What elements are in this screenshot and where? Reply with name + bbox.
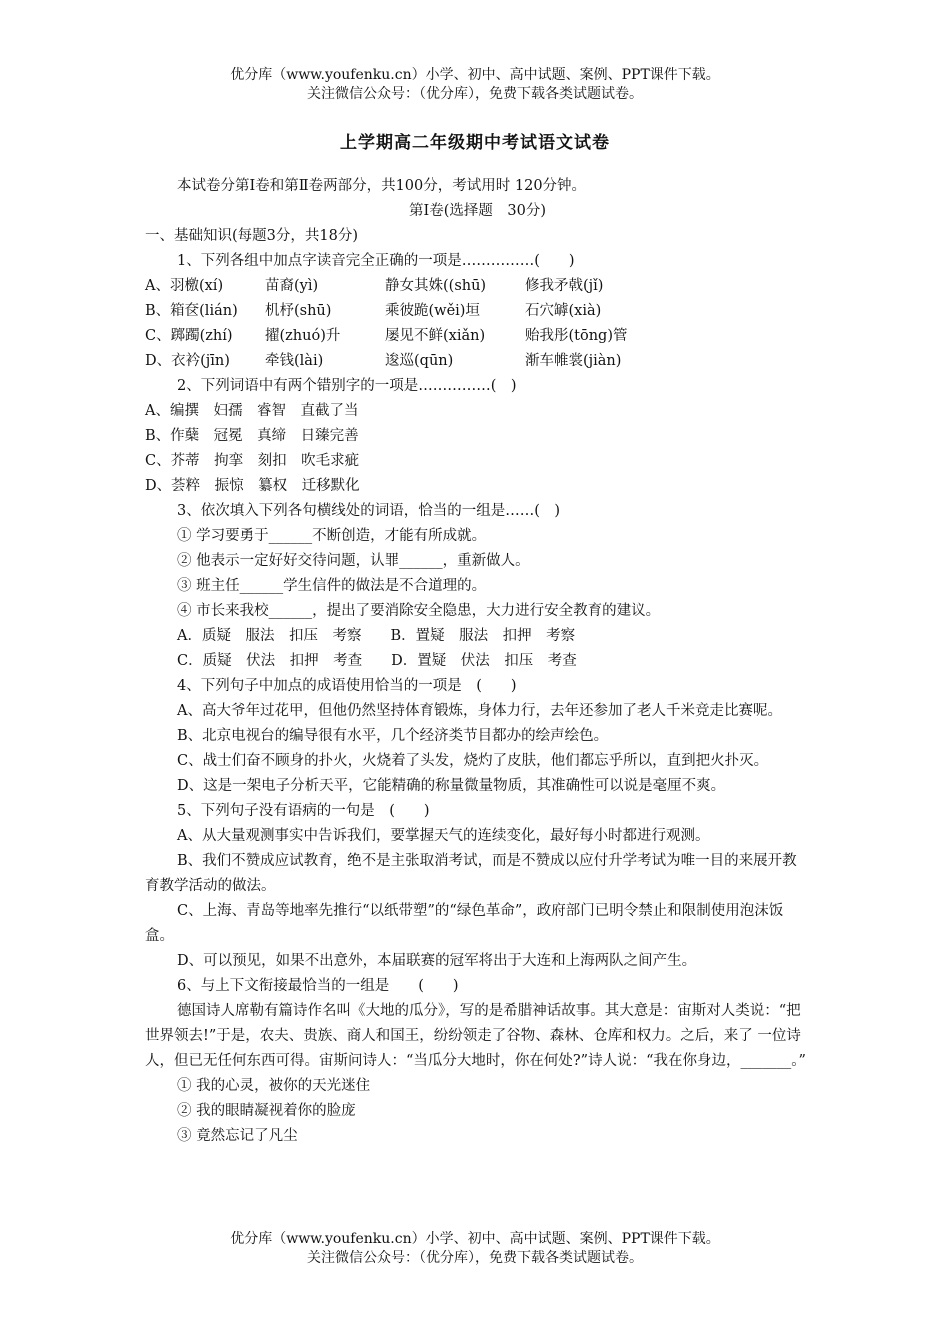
q5-option-a: A、从大量观测事实中告诉我们，要掌握天气的连续变化，最好每小时都进行观测。	[177, 828, 710, 844]
q1-b-1: B、箱奁(lián)	[145, 303, 238, 319]
q4-option-b: B、北京电视台的编导很有水平，几个经济类节目都办的绘声绘色。	[177, 728, 609, 744]
q2-option-a: A、编撰 妇孺 睿智 直截了当	[145, 403, 359, 419]
q1-option-d	[145, 349, 810, 374]
q4-option-d: D、这是一架电子分析天平，它能精确的称量微量物质，其准确性可以说是毫厘不爽。	[177, 778, 726, 794]
q3-options-cd: C．质疑 伏法 扣押 考查 D．置疑 伏法 扣压 考查	[177, 653, 577, 669]
q3-sentence-2: ② 他表示一定好好交待问题，认罪______，重新做人。	[177, 553, 530, 569]
q1-a-1: A、羽檄(xí)	[145, 278, 224, 294]
q5-option-b: B、我们不赞成应试教育，绝不是主张取消考试，而是不赞成以应付升学考试为唯一目的来展开教育教学活动的做法。	[145, 853, 797, 894]
q1-a-4: 修我矛戟(jǐ)	[525, 278, 604, 294]
header-line-2: 关注微信公众号：（优分库），免费下载各类试题试卷。	[307, 86, 643, 102]
q3-sentence-4: ④ 市长来我校______，提出了要消除安全隐患，大力进行安全教育的建议。	[177, 603, 661, 619]
q2-option-b: B、作蘖 冠冕 真缔 日臻完善	[145, 428, 359, 444]
q3-stem: 3、依次填入下列各句横线处的词语，恰当的一组是……( )	[177, 503, 561, 519]
q6-passage: 德国诗人席勒有篇诗作名叫《大地的瓜分》，写的是希腊神话故事。其大意是：宙斯对人类说：“把世界领去!”于是，农夫、贵族、商人和国王，纷纷领走了谷物、森林、仓库和权力。之后，来了 一位诗人，但已无任何东西可得。宙斯问诗人：“当瓜分大地时，你在何处?”诗人说：“我在你身边，_______。”	[145, 1003, 806, 1069]
q1-stem: 1、下列各组中加点字读音完全正确的一项是……………( )	[177, 253, 575, 269]
q6-option-2: ② 我的眼睛凝视着你的脸庞	[177, 1103, 356, 1119]
exam-content	[145, 174, 810, 1149]
q6-option-3: ③ 竟然忘记了凡尘	[177, 1128, 298, 1144]
section-1-heading: 一、基础知识(每题3分，共18分)	[145, 228, 358, 244]
q5-stem: 5、下列句子没有语病的一句是 ( )	[177, 803, 430, 819]
q1-b-2: 机杼(shū)	[265, 303, 332, 319]
q2-stem: 2、下列词语中有两个错别字的一项是……………( )	[177, 378, 517, 394]
header-line-1: 优分库（www.youfenku.cn）小学、初中、高中试题、案例、PPT课件下载。	[230, 67, 720, 83]
q5-option-d: D、可以预见，如果不出意外，本届联赛的冠军将出于大连和上海两队之间产生。	[177, 953, 697, 969]
q1-option-a	[145, 274, 810, 299]
q4-option-a: A、高大爷年过花甲，但他仍然坚持体育锻炼，身体力行，去年还参加了老人千米竞走比赛呢。	[177, 703, 782, 719]
q1-c-2: 擢(zhuó)升	[265, 328, 341, 344]
q1-c-1: C、踯躅(zhí)	[145, 328, 233, 344]
q6-stem: 6、与上下文衔接最恰当的一组是 ( )	[177, 978, 459, 994]
q4-stem: 4、下列句子中加点的成语使用恰当的一项是 ( )	[177, 678, 517, 694]
q1-d-3: 逡巡(qūn)	[385, 353, 454, 369]
q1-option-c	[145, 324, 810, 349]
q3-sentence-1: ① 学习要勇于______不断创造，才能有所成就。	[177, 528, 487, 544]
volume-1-heading: 第Ⅰ卷(选择题 30分)	[409, 203, 546, 219]
q1-a-3: 静女其姝((shū)	[385, 278, 487, 294]
footer-line-2: 关注微信公众号：（优分库），免费下载各类试题试卷。	[307, 1250, 643, 1266]
q1-a-2: 苗裔(yì)	[265, 278, 319, 294]
q1-b-3: 乘彼跪(wěi)垣	[385, 303, 480, 319]
intro: 本试卷分第Ⅰ卷和第Ⅱ卷两部分，共100分，考试用时 120分钟。	[177, 178, 587, 194]
q1-option-b	[145, 299, 810, 324]
q1-d-1: D、衣衿(jīn)	[145, 353, 230, 369]
q3-options-ab: A．质疑 服法 扣压 考察 B．置疑 服法 扣押 考察	[177, 628, 576, 644]
q2-option-d: D、荟粹 振惊 纂权 迁移默化	[145, 478, 360, 494]
q2-option-c: C、芥蒂 拘挛 刻扣 吹毛求疵	[145, 453, 360, 469]
q6-option-1: ① 我的心灵，被你的天光迷住	[177, 1078, 371, 1094]
exam-title: 上学期高二年级期中考试语文试卷	[340, 133, 610, 153]
q1-c-3: 屡见不鲜(xiǎn)	[385, 328, 486, 344]
q1-b-4: 石穴罅(xià)	[525, 303, 602, 319]
site-footer	[0, 1230, 950, 1268]
site-header	[0, 66, 950, 104]
q1-c-4: 贻我彤(tōng)管	[525, 328, 628, 344]
q1-d-2: 牵钱(lài)	[265, 353, 324, 369]
q3-sentence-3: ③ 班主任______学生信件的做法是不合道理的。	[177, 578, 487, 594]
q5-option-c: C、上海、青岛等地率先推行“以纸带塑”的“绿色革命”，政府部门已明令禁止和限制使用泡沫饭盒。	[145, 903, 784, 944]
footer-line-1: 优分库（www.youfenku.cn）小学、初中、高中试题、案例、PPT课件下载。	[230, 1231, 720, 1247]
q4-option-c: C、战士们奋不顾身的扑火，火烧着了头发，烧灼了皮肤，他们都忘乎所以，直到把火扑灭。	[177, 753, 769, 769]
q1-d-4: 渐车帷裳(jiàn)	[525, 353, 622, 369]
